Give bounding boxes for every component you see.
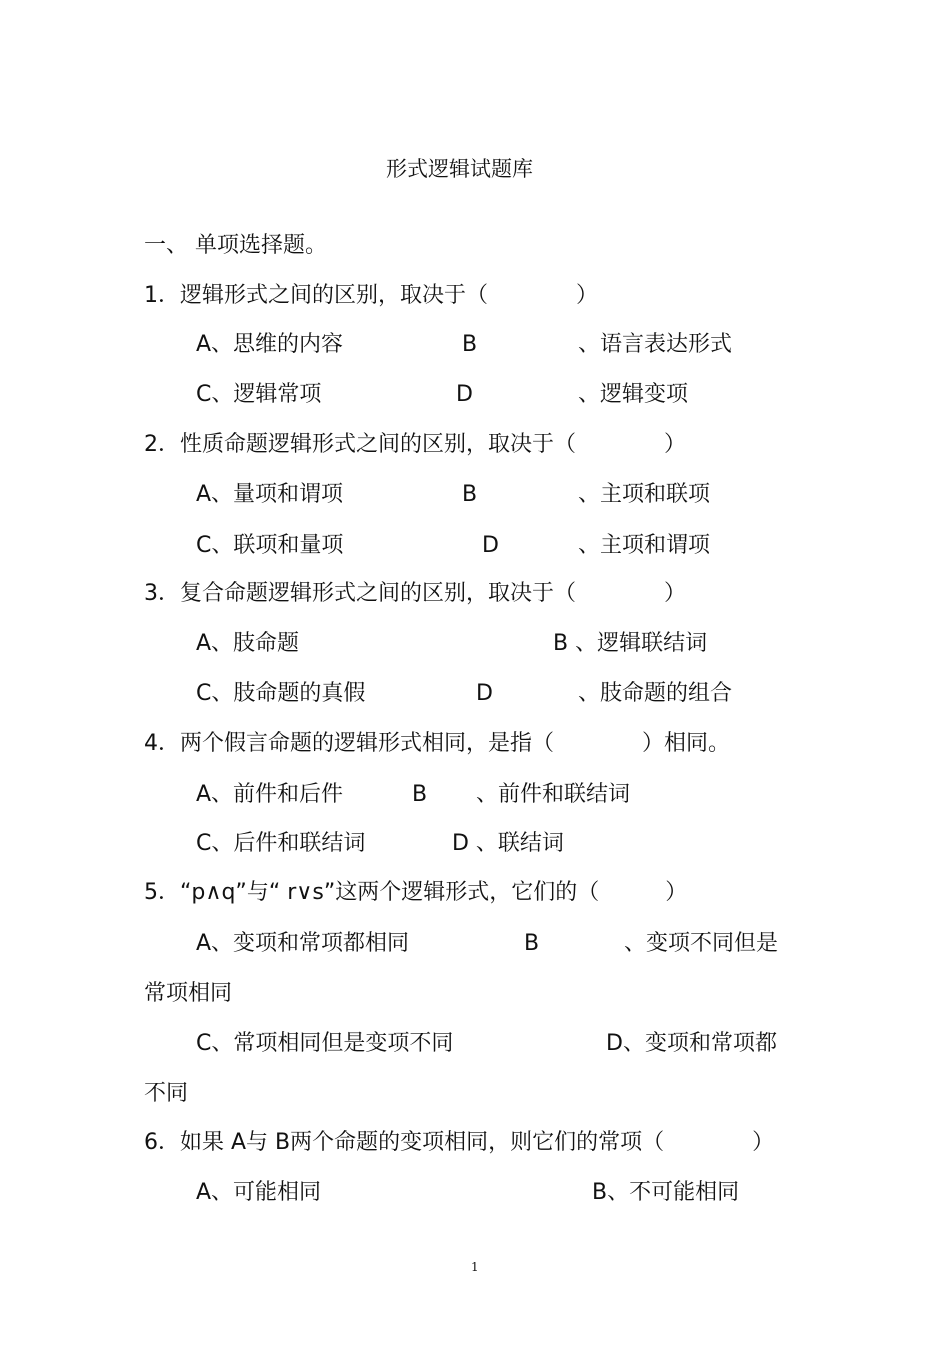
option-b-letter: B [462, 332, 478, 357]
option-a: A、量项和谓项 [196, 482, 344, 507]
question-stem: 3．复合命题逻辑形式之间的区别，取决于（ ） [144, 581, 686, 606]
section-heading: 一、 单项选择题。 [144, 233, 327, 258]
question-stem: 1．逻辑形式之间的区别，取决于（ ） [144, 283, 598, 308]
option-c: C、联项和量项 [196, 533, 344, 558]
option-d-text: 、肢命题的组合 [578, 681, 733, 706]
option-b-text: 、前件和联结词 [476, 782, 631, 807]
option-b-text: 、主项和联项 [578, 482, 711, 507]
option-d-text: 、逻辑变项 [578, 382, 689, 407]
option-c: C、后件和联结词 [196, 831, 366, 856]
question-stem: 4．两个假言命题的逻辑形式相同，是指（ ）相同。 [144, 731, 730, 756]
option-a: A、可能相同 [196, 1180, 322, 1205]
document-title: 形式逻辑试题库 [386, 157, 533, 181]
option-b-letter: B [462, 482, 478, 507]
option-d-letter: D [456, 382, 473, 407]
question-stem: 5．“p∧q”与“ r∨s”这两个逻辑形式，它们的（ ） [144, 880, 688, 905]
option-b-text: 、变项不同但是 [624, 931, 779, 956]
option-d-continuation: 不同 [144, 1081, 189, 1106]
option-c: C、逻辑常项 [196, 382, 322, 407]
option-b-text: 、语言表达形式 [578, 332, 733, 357]
option-d: D、变项和常项都 [606, 1031, 777, 1056]
option-d-letter: D [482, 533, 499, 558]
option-a: A、思维的内容 [196, 332, 344, 357]
option-b-continuation: 常项相同 [144, 981, 233, 1006]
option-b: B 、逻辑联结词 [553, 631, 708, 656]
option-d: D 、联结词 [452, 831, 564, 856]
question-stem: 6．如果 A与 B两个命题的变项相同，则它们的常项（ ） [144, 1130, 775, 1155]
option-d-letter: D [476, 681, 493, 706]
question-stem: 2．性质命题逻辑形式之间的区别，取决于（ ） [144, 432, 686, 457]
option-a: A、前件和后件 [196, 782, 344, 807]
option-d-text: 、主项和谓项 [578, 533, 711, 558]
option-c: C、常项相同但是变项不同 [196, 1031, 454, 1056]
option-b-letter: B [412, 782, 428, 807]
option-b-letter: B [524, 931, 540, 956]
option-b: B、不可能相同 [592, 1180, 740, 1205]
page-number: 1 [471, 1260, 479, 1274]
option-a: A、肢命题 [196, 631, 300, 656]
option-c: C、肢命题的真假 [196, 681, 366, 706]
option-a: A、变项和常项都相同 [196, 931, 410, 956]
